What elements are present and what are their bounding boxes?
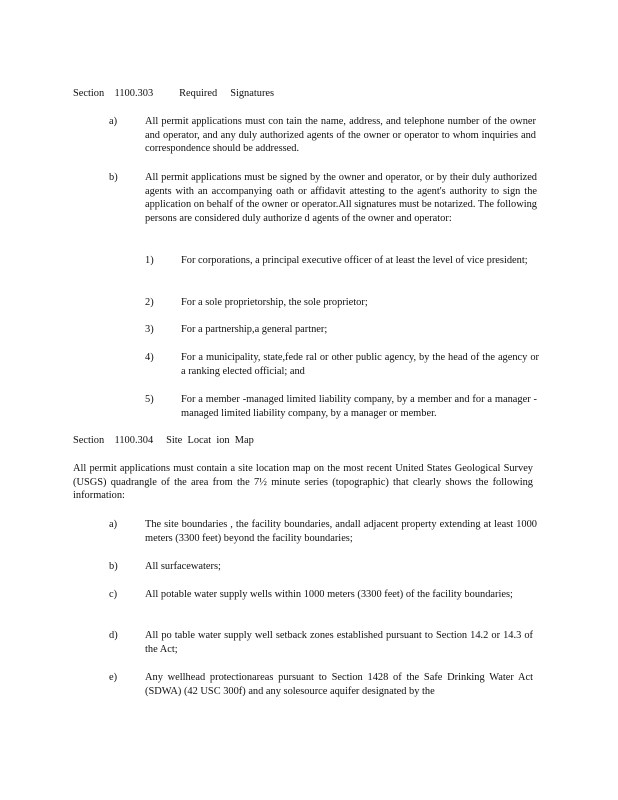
subitem-label: 5) bbox=[145, 394, 154, 405]
section-303-heading: Section 1100.303 Required Signatures bbox=[73, 88, 275, 99]
item-text: All surfacewaters; bbox=[145, 561, 221, 572]
item-label: d) bbox=[109, 630, 118, 641]
item-label: a) bbox=[109, 519, 118, 530]
section-304-intro: All permit applications must contain a site location map on the most recent United States Geological Survey (USGS) quadrangle of the area from the 7½ minute series (topographic) that clearly shows the following information: bbox=[73, 463, 533, 502]
subitem-text: For a sole proprietorship, the sole proprietor; bbox=[181, 297, 368, 308]
item-label: b) bbox=[109, 172, 118, 183]
item-text: All permit applications must be signed by the owner and operator, or by their duly authorized agents with an accompanying oath or affidavit attesting to the agent's authority to sign the application on behalf of the owner or operator.All signatures must be notarized. The following persons are considered duly authorize d agents of the owner and operator: bbox=[145, 172, 537, 224]
subitem-label: 1) bbox=[145, 255, 154, 266]
item-text: All po table water supply well setback zones established pursuant to Section 14.2 or 14.3 of the Act; bbox=[145, 630, 533, 655]
item-text: Any wellhead protectionareas pursuant to Section 1428 of the Safe Drinking Water Act (SDWA) (42 USC 300f) and any solesource aquifer designated by the bbox=[145, 672, 533, 697]
subitem-label: 4) bbox=[145, 352, 154, 363]
item-text: The site boundaries , the facility boundaries, andall adjacent property extending at least 1000 meters (3300 feet) beyond the facility boundaries; bbox=[145, 519, 537, 544]
item-text: All permit applications must con tain the name, address, and telephone number of the owner and operator, and any duly authorized agents of the owner or operator to whom inquiries and correspondence should be addressed. bbox=[145, 116, 536, 155]
item-label: a) bbox=[109, 116, 118, 127]
subitem-text: For a municipality, state,fede ral or other public agency, by the head of the agency or a ranking elected official; and bbox=[181, 352, 539, 377]
item-text: All potable water supply wells within 1000 meters (3300 feet) of the facility boundaries; bbox=[145, 589, 513, 600]
item-label: b) bbox=[109, 561, 118, 572]
subitem-text: For corporations, a principal executive officer of at least the level of vice president; bbox=[181, 255, 528, 266]
subitem-label: 3) bbox=[145, 324, 154, 335]
subitem-text: For a member -managed limited liability company, by a member and for a manager -managed limited liability company, by a manager or member. bbox=[181, 394, 537, 419]
item-label: c) bbox=[109, 589, 118, 600]
section-304-heading: Section 1100.304 Site Locat ion Map bbox=[73, 435, 254, 446]
item-label: e) bbox=[109, 672, 118, 683]
subitem-text: For a partnership,a general partner; bbox=[181, 324, 328, 335]
subitem-label: 2) bbox=[145, 297, 154, 308]
